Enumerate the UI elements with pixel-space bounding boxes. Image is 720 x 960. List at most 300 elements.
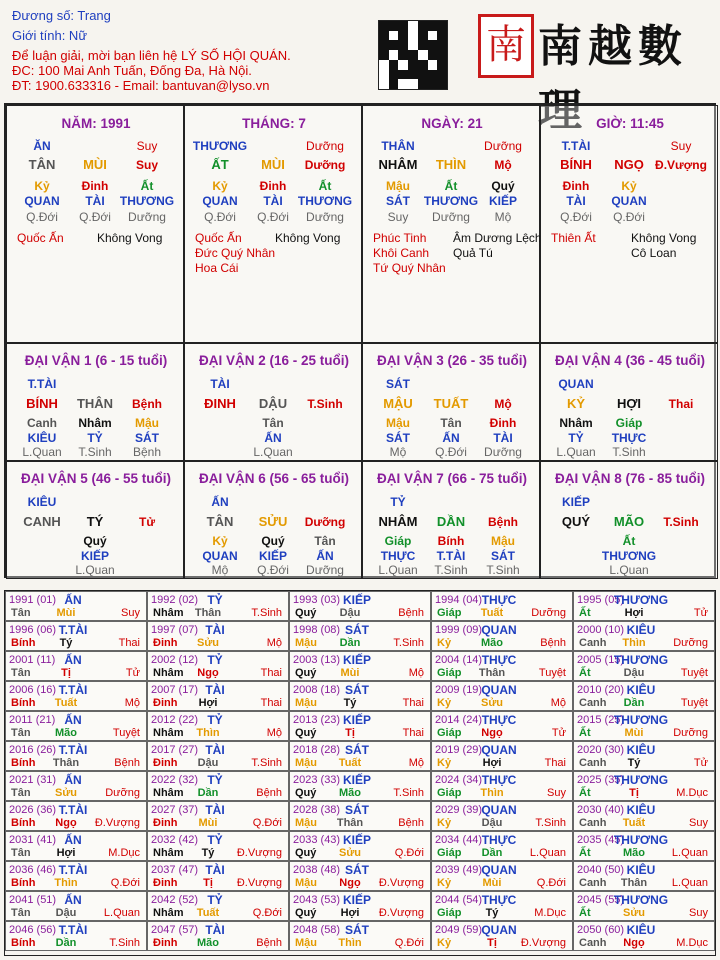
year-stem: Canh [579,937,607,949]
year-god: TỶ [207,893,223,907]
year-branch: Dậu [339,607,361,619]
hidden-god: TÀI [263,194,283,208]
year-stage: Tử [693,757,708,769]
year-branch: Mão [55,727,77,739]
dai-van-god: T.TÀI [27,377,57,391]
year-stage: Mộ [408,667,424,679]
year-stem: Canh [579,637,607,649]
dai-van-stem: CANH [23,514,61,529]
phone-email[interactable]: ĐT: 1900.633316 - Email: bantuvan@lyso.vn [12,78,270,93]
year-cell[interactable] [289,801,431,831]
year-label: 1994 (04) [435,594,483,606]
dai-van-stage: Thai [668,397,694,411]
year-god: KIẾP [342,773,372,787]
hidden-god: THỰC [611,431,647,445]
year-cell[interactable] [289,831,431,861]
hidden-god: TÀI [566,194,586,208]
dai-van-title: ĐẠI VẬN 3 (26 - 35 tuổi) [376,353,528,368]
dai-van-cell[interactable] [6,461,184,579]
year-stage: Dưỡng [673,727,708,739]
year-label: 2004 (14) [435,654,483,666]
year-cell[interactable] [289,861,431,891]
year-cell[interactable] [147,591,289,621]
dai-van-cell[interactable] [362,461,540,579]
qr-module [418,50,428,60]
dai-van-cell[interactable] [362,343,540,461]
year-cell[interactable] [431,591,573,621]
year-cell[interactable] [147,651,289,681]
year-cell[interactable] [431,891,573,921]
pillar-cell [6,105,184,343]
year-stage: Q.Đới [394,937,424,949]
dai-van-stage: Tử [138,515,156,529]
hidden-god: KIẾP [80,549,110,563]
year-cell[interactable] [147,681,289,711]
year-cell[interactable] [431,831,573,861]
year-god: T.TÀI [58,923,88,937]
year-label: 2011 (21) [9,714,56,726]
year-stem: Ất [579,907,591,919]
year-branch: Mão [481,637,503,649]
dai-van-stage: Bệnh [132,397,162,411]
year-cell[interactable] [573,891,715,921]
qr-module [437,60,447,70]
year-stem: Ất [579,847,591,859]
hidden-stage: Dưỡng [306,210,344,224]
hidden-stem: Ất [318,179,332,193]
hidden-god: QUAN [24,194,60,208]
year-cell[interactable] [289,921,431,951]
star-left: Phúc Tinh [373,231,427,245]
gender: Giới tính: Nữ [12,28,88,43]
hidden-stage: L.Quan [253,445,293,459]
dai-van-cell[interactable] [184,461,362,579]
year-cell[interactable] [573,801,715,831]
year-god: THỰC [481,593,517,607]
year-god: QUAN [481,623,517,637]
pillar-stage: Đ.Vượng [655,158,707,172]
year-stem: Mậu [295,937,317,949]
year-stage: T.Sinh [109,937,140,949]
year-cell[interactable] [147,921,289,951]
year-cell[interactable] [431,771,573,801]
year-label: 1991 (01) [9,594,57,606]
year-cell[interactable] [573,771,715,801]
year-branch: Dần [55,937,77,949]
year-cell[interactable] [5,861,147,891]
dai-van-god: TỶ [390,495,406,509]
owner-name: Đương số: Trang [12,8,111,23]
year-stage: Dưỡng [105,787,140,799]
hidden-stem: Tân [314,534,336,548]
qr-module [408,79,418,89]
year-cell[interactable] [5,801,147,831]
year-branch: Hợi [198,697,218,709]
pillar-branch: MÙI [83,157,107,172]
year-cell[interactable] [5,741,147,771]
year-cell[interactable] [289,771,431,801]
year-stem: Quý [295,787,317,799]
qr-module [379,50,389,60]
hidden-stage: Q.Đới [613,210,645,224]
year-branch: Tý [59,637,73,649]
year-cell[interactable] [147,621,289,651]
year-cell[interactable] [147,711,289,741]
year-label: 1996 (06) [9,624,57,636]
hidden-stage: Mộ [389,445,407,459]
year-stem: Tân [11,727,31,739]
year-label: 2027 (37) [151,804,199,816]
pillar-title: NGÀY: 21 [421,116,483,131]
year-cell[interactable] [289,711,431,741]
year-god: TỶ [207,713,223,727]
star-left: Khôi Canh [373,246,430,260]
year-label: 2046 (56) [9,924,57,936]
year-stem: Bính [11,817,36,829]
qr-module [379,79,389,89]
year-branch: Ngọ [197,667,219,679]
year-cell[interactable] [5,711,147,741]
contact-note: Để luận giải, mời bạn liên hệ LÝ SỐ HỘI QUÁN. [12,48,291,63]
hidden-stage: T.Sinh [78,445,112,459]
dai-van-god: QUAN [558,377,594,391]
hidden-stem: Tân [440,416,462,430]
year-stem: Canh [579,817,607,829]
year-god: KIẾP [342,833,372,847]
year-cell[interactable] [147,801,289,831]
hidden-stem: Ất [622,534,636,548]
year-stage: L.Quan [529,847,566,859]
qr-module [428,79,438,89]
year-stem: Bính [11,697,36,709]
year-stage: Bệnh [540,637,566,649]
year-cell[interactable] [431,861,573,891]
hidden-stage: Q.Đới [204,210,236,224]
qr-module [389,79,399,89]
qr-module [418,60,428,70]
year-label: 2028 (38) [293,804,341,816]
qr-module [398,21,408,31]
year-branch: Tý [343,697,357,709]
year-cell[interactable] [431,741,573,771]
year-cell[interactable] [431,651,573,681]
year-cell[interactable] [289,651,431,681]
year-stem: Kỷ [437,817,452,829]
year-stage: Suy [547,787,566,799]
year-god: TÀI [205,623,225,637]
year-god: THƯƠNG [613,593,669,607]
year-cell[interactable] [573,921,715,951]
hidden-stem: Giáp [615,416,643,430]
year-cell[interactable] [5,921,147,951]
hidden-stage: Dưỡng [432,210,470,224]
year-god: TỶ [207,593,223,607]
year-stem: Quý [295,907,317,919]
year-cell[interactable] [289,621,431,651]
hidden-stem: Kỷ [212,534,228,548]
year-cell[interactable] [573,591,715,621]
qr-module [389,21,399,31]
year-cell[interactable] [573,621,715,651]
year-stage: M.Dục [676,937,708,949]
hidden-stage: T.Sinh [486,563,520,577]
year-cell[interactable] [573,681,715,711]
dai-van-cell[interactable] [540,461,718,579]
year-cell[interactable] [5,591,147,621]
year-god: ẤN [64,713,82,727]
year-stage: Dưỡng [531,607,566,619]
year-label: 2025 (35) [577,774,625,786]
year-branch: Tuất [480,607,504,619]
dai-van-cell[interactable] [6,343,184,461]
hidden-stage: L.Quan [378,563,418,577]
year-stage: Dưỡng [673,637,708,649]
year-label: 2049 (59) [435,924,483,936]
dai-van-stem: MẬU [383,396,413,411]
star-left: Tứ Quý Nhân [373,261,446,275]
hidden-stem: Bính [437,534,465,548]
hidden-stage: Q.Đới [560,210,592,224]
year-stage: Bệnh [256,787,282,799]
year-stem: Giáp [437,607,462,619]
year-cell[interactable] [147,831,289,861]
pillar-god: T.TÀI [561,139,591,153]
dai-van-cell[interactable] [540,343,718,461]
hidden-stem: Ất [444,179,458,193]
pillar-title: NĂM: 1991 [61,116,131,131]
year-god: SÁT [345,863,369,877]
year-stage: M.Dục [534,907,566,919]
year-cell[interactable] [431,801,573,831]
year-cell[interactable] [5,621,147,651]
year-label: 2033 (43) [293,834,341,846]
hidden-god: SÁT [386,194,410,208]
year-stage: Mộ [266,727,282,739]
star-left: Quốc Ấn [17,231,64,245]
year-cell[interactable] [5,651,147,681]
pillar-stage: Dưỡng [304,158,346,172]
year-god: KIÊU [626,743,656,757]
year-stage: Đ.Vượng [94,817,140,829]
pillar-god: THÂN [381,139,415,153]
year-label: 2038 (48) [293,864,341,876]
hidden-stem: Kỷ [34,179,50,193]
dai-van-stem: NHÂM [378,514,418,529]
dai-van-title: ĐẠI VẬN 6 (56 - 65 tuổi) [198,471,350,486]
year-cell[interactable] [573,741,715,771]
hidden-god: KIẾP [258,549,288,563]
year-cell[interactable] [573,711,715,741]
year-label: 2050 (60) [577,924,625,936]
pillar-god: ĂN [33,139,51,153]
year-label: 2039 (49) [435,864,483,876]
qr-module [437,31,447,41]
hidden-stem: Giáp [384,534,412,548]
qr-module [428,40,438,50]
pillar-title: THÁNG: 7 [242,116,306,131]
qr-module [398,50,408,60]
year-stage: Bệnh [398,817,424,829]
year-branch: Tị [345,727,355,739]
year-branch: Thân [52,757,80,769]
dai-van-title: ĐẠI VẬN 7 (66 - 75 tuổi) [376,471,528,486]
hidden-god: THƯƠNG [297,194,353,208]
pillar-cell [184,105,362,343]
year-stem: Đinh [153,757,178,769]
year-cell[interactable] [5,681,147,711]
year-cell[interactable] [431,711,573,741]
hidden-stage: Mộ [494,210,512,224]
year-branch: Thân [194,607,222,619]
hidden-stem: Đinh [562,179,590,193]
year-cell[interactable] [289,741,431,771]
year-label: 2035 (45) [577,834,625,846]
year-branch: Ngọ [55,817,77,829]
year-label: 1999 (09) [435,624,483,636]
year-stem: Ất [579,787,591,799]
year-stem: Quý [295,667,317,679]
year-stem: Ất [579,727,591,739]
year-cell[interactable] [5,771,147,801]
dai-van-stage: Dưỡng [304,515,346,529]
year-branch: Thân [620,877,648,889]
hidden-god: SÁT [386,431,410,445]
year-label: 2037 (47) [151,864,199,876]
year-cell[interactable] [289,681,431,711]
year-stage: Mộ [550,697,566,709]
qr-module [379,31,389,41]
year-cell[interactable] [5,831,147,861]
year-label: 2034 (44) [435,834,483,846]
year-label: 2029 (39) [435,804,483,816]
year-stem: Canh [579,877,607,889]
year-cell[interactable] [147,741,289,771]
year-stem: Ất [579,607,591,619]
year-stage: T.Sinh [393,787,424,799]
year-branch: Tuất [338,757,362,769]
dai-van-title: ĐẠI VẬN 4 (36 - 45 tuổi) [554,353,706,368]
year-branch: Thân [478,667,506,679]
year-stage: Tuyệt [538,667,566,679]
dai-van-branch: TUẤT [433,396,469,411]
year-cell[interactable] [431,681,573,711]
hidden-stem: Mậu [135,416,159,430]
year-stage: Q.Đới [394,847,424,859]
year-cell[interactable] [573,861,715,891]
year-label: 1993 (03) [293,594,341,606]
dai-van-stem: QUÝ [561,514,591,529]
hidden-stem: Quý [261,534,285,548]
year-label: 2007 (17) [151,684,199,696]
year-cell[interactable] [431,621,573,651]
pillar-god-stage: Suy [670,139,692,153]
dai-van-title: ĐẠI VẬN 1 (6 - 15 tuổi) [24,353,168,368]
year-god: THỰC [481,833,517,847]
dai-van-stage: T.Sinh [663,515,699,529]
year-cell[interactable] [147,891,289,921]
year-stem: Quý [295,607,317,619]
hidden-stem: Nhâm [78,416,112,430]
year-stage: Thai [260,697,282,709]
pillar-branch: NGỌ [614,157,644,172]
year-god: KIÊU [626,623,656,637]
dai-van-branch: HỢI [616,396,642,411]
year-branch: Mão [339,787,361,799]
year-branch: Dậu [623,667,645,679]
year-god: ẤN [64,773,82,787]
hidden-god: SÁT [491,549,515,563]
year-cell[interactable] [5,891,147,921]
hidden-stage: L.Quan [556,445,596,459]
year-branch: Mùi [482,877,502,889]
year-stage: Tử [693,607,708,619]
year-label: 2013 (23) [293,714,341,726]
year-cell[interactable] [573,831,715,861]
pillar-god-stage: Dưỡng [306,139,344,153]
year-cell[interactable] [289,591,431,621]
year-stem: Nhâm [153,607,184,619]
hidden-god: THƯƠNG [119,194,175,208]
year-label: 2023 (33) [293,774,341,786]
pillar-cell [540,105,718,343]
hidden-stage: Q.Đới [435,445,467,459]
year-cell[interactable] [147,771,289,801]
dai-van-stage: T.Sinh [307,397,343,411]
star-left: Thiên Ất [551,231,596,245]
year-label: 2022 (32) [151,774,199,786]
year-stage: M.Dục [676,787,708,799]
year-cell[interactable] [573,651,715,681]
year-cell[interactable] [147,861,289,891]
year-god: TỶ [207,773,223,787]
year-god: TÀI [205,803,225,817]
year-stem: Bính [11,757,36,769]
year-stem: Bính [11,877,36,889]
year-stage: T.Sinh [251,757,282,769]
qr-module [389,31,399,41]
hidden-stage: Q.Đới [257,210,289,224]
year-label: 2026 (36) [9,804,57,816]
hidden-stem: Canh [27,416,57,430]
year-label: 2000 (10) [577,624,625,636]
year-stem: Tân [11,607,31,619]
hidden-stage: Q.Đới [257,563,289,577]
hidden-god: THƯƠNG [423,194,479,208]
dai-van-cell[interactable] [184,343,362,461]
hidden-god: SÁT [135,431,159,445]
year-branch: Mùi [56,607,76,619]
year-label: 2019 (29) [435,744,483,756]
year-branch: Tý [627,757,641,769]
hidden-stage: T.Sinh [612,445,646,459]
year-cell[interactable] [431,921,573,951]
year-god: KIÊU [626,683,656,697]
year-branch: Thân [336,817,364,829]
year-stage: Thai [402,727,424,739]
year-cell[interactable] [289,891,431,921]
year-god: SÁT [345,803,369,817]
hidden-stage: Q.Đới [79,210,111,224]
hidden-god: THỰC [380,549,416,563]
hidden-stem: Nhâm [559,416,593,430]
year-stem: Tân [11,907,31,919]
year-label: 2002 (12) [151,654,199,666]
year-god: T.TÀI [58,863,88,877]
year-god: QUAN [481,863,517,877]
year-branch: Tị [487,937,497,949]
qr-module [398,60,408,70]
year-branch: Sửu [622,907,646,919]
